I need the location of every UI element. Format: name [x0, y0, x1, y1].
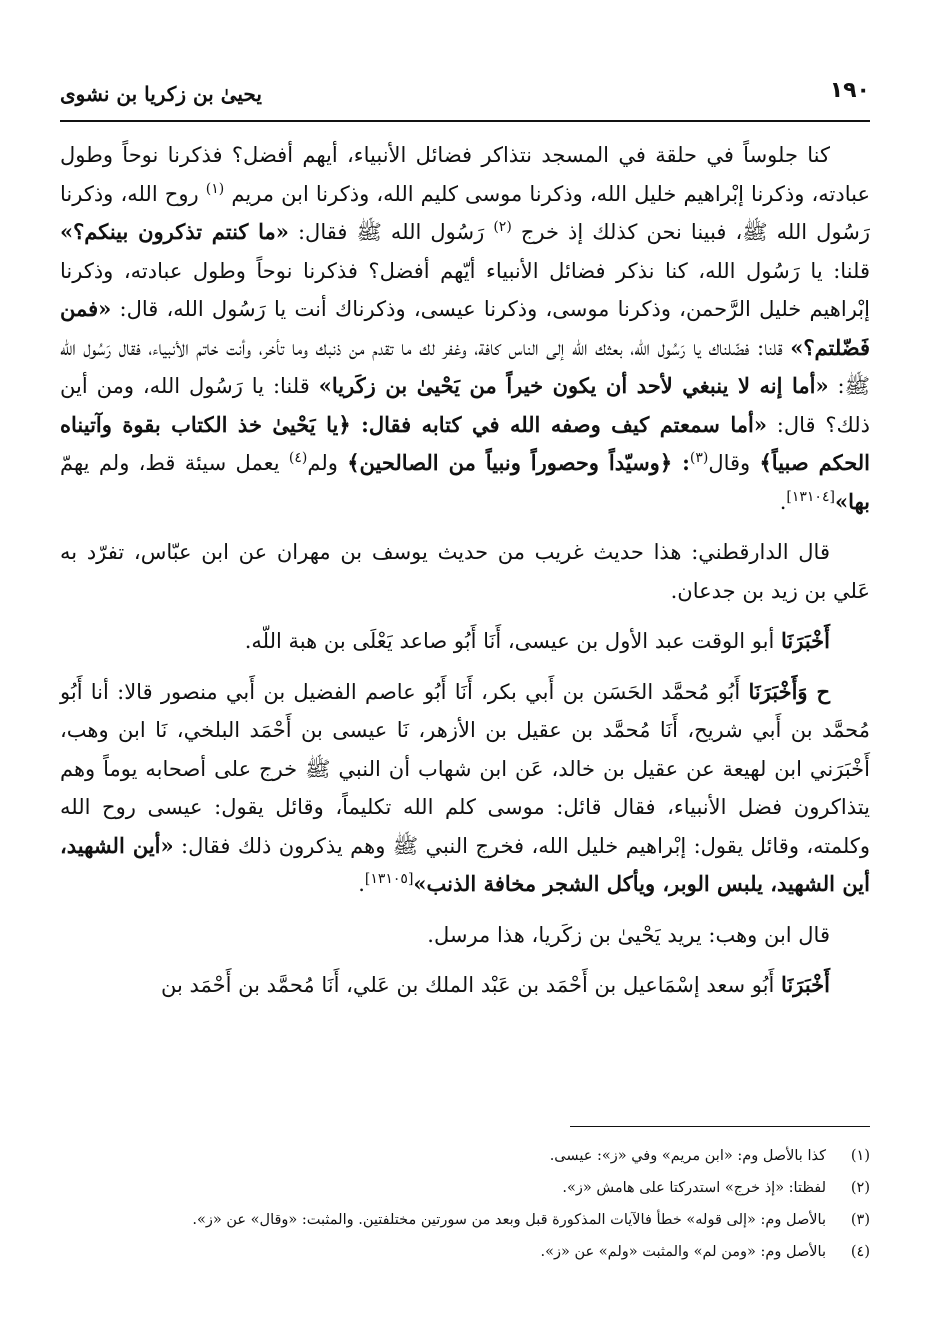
hadith-number-13105: [١٣١٠٥]	[364, 871, 414, 887]
footnote-ref-1: (١)	[205, 180, 225, 197]
main-text	[60, 136, 870, 1005]
footnote-2: (٢)لفظتا: «إذ خرج» استدركتا على هامش «ز».	[562, 1180, 870, 1196]
page-number: ١٩٠	[829, 78, 870, 103]
hadith-number-13104: [١٣١٠٤]	[786, 488, 835, 505]
footnotes	[60, 1140, 870, 1268]
footnote-1: (١)كذا بالأصل وم: «ابن مريم» وفي «ز»: عيسى.	[549, 1148, 870, 1164]
footnote-4: (٤)بالأصل وم: «ومن لم» والمثبت «ولم» عن «ز».	[540, 1244, 870, 1260]
paragraph-3: أَخْبَرَنَا أبو الوقت عبد الأول بن عيسى، أَنَا أَبُو صاعد يَعْلَى بن هبة اللّه.	[244, 628, 830, 653]
paragraph-2: قال الدارقطني: هذا حديث غريب من حديث يوسف بن مهران عن ابن عبّاس، تفرّد به عَلي بن زيد بن جدعان.	[60, 540, 870, 603]
running-head	[60, 78, 870, 114]
paragraph-5: قال ابن وهب: يريد يَحْيىٰ بن زكَريا، هذا مرسل.	[427, 922, 830, 947]
footnote-3: (٣)بالأصل وم: «إلى قوله» خطأ فالآيات المذكورة قبل وبعد من سورتين مختلفتين. والمثبت: «وقال» عن «ز».	[192, 1212, 870, 1228]
footnote-rule	[570, 1126, 870, 1127]
paragraph-1: كنا جلوساً في حلقة في المسجد نتذاكر فضائل الأنبياء، أيهم أفضل؟ فذكرنا نوحاً وطول عبادته، وذكرنا إبْراهيم خليل الله، وذكرنا موسى كليم الله، وذكرنا ابن مريم $^{(١)}$ روح الله، وذكرنا رَسُول الله ﷺ، فبينا نحن كذلك إذ خرج $^{(٢)}$ رَسُول الله ﷺ فقال: «ما كنتم تذكرون بينكم؟» قلنا: يا رَسُول الله، كنا نذكر فضائل الأنبياء أيّهم أفضل؟ فذكرنا نوحاً وطول عبادته، وذكرنا إبْراهيم خليل الرَّحمن، وذكرنا موسى، وذكرنا عيسى، وذكرناك أنت يا رَسُول الله، قال: «فمن فَضّلتم؟» قلنا: فضّلناك يا رَسُول الله، بعثك الله إلى الناس كافة، وغفر لك ما تقدم من ذنبك وما تأخر، وأنت خاتم الأنبياء، فقال رَسُول الله ﷺ: «أما إنه لا ينبغي لأحد أن يكون خيراً من يَحْيىٰ بن زكَريا» قلنا: يا رَسُول الله، ومن أين ذلك؟ قال: «أما سمعتم كيف وصفه الله في كتابه فقال: ﴿يا يَحْيىٰ خذ الكتاب بقوة وآتيناه الحكم صبياً﴾ وقال$^{(٣)}$: ﴿وسيّداً وحصوراً ونبياً من الصالحين﴾ ولم$^{(٤)}$ يعمل سيئة قط، ولم يهمّ بها»[١٣١٠٤].	[60, 143, 871, 514]
footnote-ref-4: (٤)	[288, 450, 308, 466]
footnote-ref-2: (٢)	[493, 219, 512, 235]
paragraph-6: أَخْبَرَنَا أَبُو سعد إسْمَاعيل بن أَحْمَد بن عَبْد الملك بن عَلي، أَنَا مُحمَّد بن أَحْمَد بن	[161, 972, 830, 997]
footnote-ref-3: (٣)	[689, 450, 709, 466]
paragraph-4: ح وَأَخْبَرَنَا أَبُو مُحمَّد الحَسَن بن أَبي بكر، أَنَا أَبُو عاصم الفضيل بن أَبي منصور قالا: أنا أَبُو مُحمَّد بن أَبي شريح، أَنَا مُحمَّد بن عقيل بن الأزهر، نَا عيسى بن أَحْمَد البلخي، نَا ابن وهب، أَخْبَرَني ابن لهيعة عن عقيل بن خالد، عَن ابن شهاب أن النبي ﷺ خرج على أصحابه يوماً وهم يتذاكرون فضل الأنبياء، فقال قائل: موسى كلم الله تكليماً، وقائل يقول: عيسى روح الله وكلمته، وقائل يقول: إبْراهيم خليل الله، فخرج النبي ﷺ وهم يذكرون ذلك فقال: «أين الشهيد، أين الشهيد، يلبس الوبر، ويأكل الشجر مخافة الذنب»[١٣١٠٥].	[60, 678, 870, 896]
header-rule	[60, 120, 870, 122]
running-title: يحيىٰ بن زكريا بن نشوى	[60, 82, 262, 106]
